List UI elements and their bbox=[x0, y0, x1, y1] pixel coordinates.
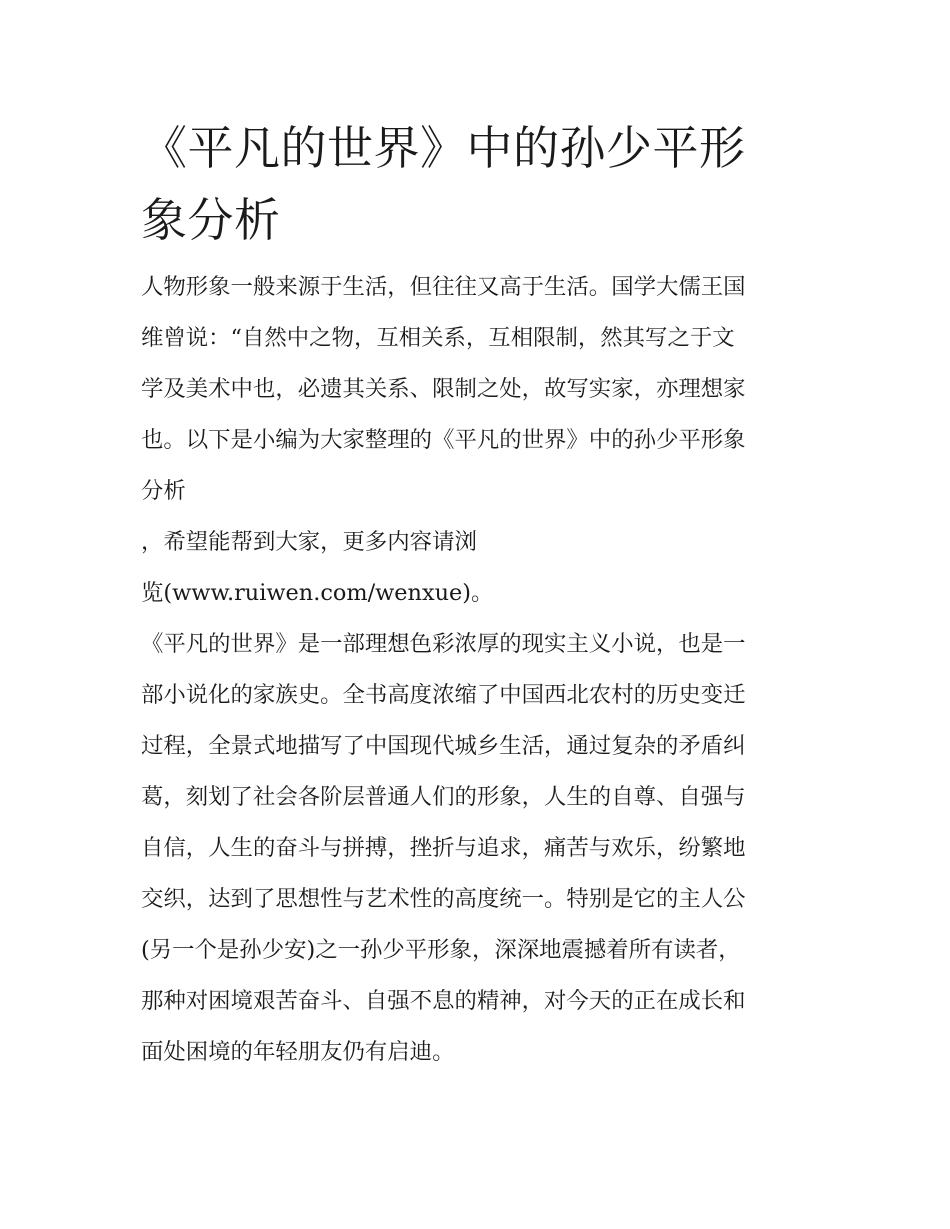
paragraph-url bbox=[141, 568, 813, 619]
text-line: 览(www.ruiwen.com/wenxue)。 bbox=[141, 580, 494, 606]
text-line: 也。以下是小编为大家整理的《平凡的世界》中的孙少平形象 bbox=[141, 427, 746, 453]
text-line: 《平凡的世界》是一部理想色彩浓厚的现实主义小说，也是一 bbox=[141, 631, 746, 657]
document-title bbox=[141, 112, 813, 256]
text-line: 过程，全景式地描写了中国现代城乡生活，通过复杂的矛盾纠 bbox=[141, 733, 746, 759]
text-line: 那种对困境艰苦奋斗、自强不息的精神，对今天的正在成长和 bbox=[141, 988, 746, 1014]
text-line: 分析 bbox=[141, 478, 186, 504]
text-line: 交织，达到了思想性与艺术性的高度统一。特别是它的主人公 bbox=[141, 886, 746, 912]
title-line: 象分析 bbox=[141, 193, 281, 247]
text-line: 维曾说：“自然中之物，互相关系，互相限制，然其写之于文 bbox=[141, 325, 735, 351]
text-line: 学及美术中也，必遗其关系、限制之处，故写实家，亦理想家 bbox=[141, 376, 746, 402]
text-line: 面处困境的年轻朋友仍有启迪。 bbox=[141, 1039, 455, 1065]
paragraph-main bbox=[141, 619, 813, 1078]
document-page bbox=[141, 112, 813, 1078]
text-line: 人物形象一般来源于生活，但往往又高于生活。国学大儒王国 bbox=[141, 274, 746, 300]
title-line: 《平凡的世界》中的孙少平形 bbox=[141, 121, 746, 175]
paragraph-hope bbox=[141, 517, 813, 568]
text-line: ，希望能帮到大家，更多内容请浏 bbox=[141, 529, 477, 555]
text-line: (另一个是孙少安)之一孙少平形象，深深地震撼着所有读者， bbox=[141, 937, 741, 963]
text-line: 自信，人生的奋斗与拼搏，挫折与追求，痛苦与欢乐，纷繁地 bbox=[141, 835, 746, 861]
text-line: 葛，刻划了社会各阶层普通人们的形象，人生的自尊、自强与 bbox=[141, 784, 746, 810]
paragraph-intro bbox=[141, 262, 813, 517]
text-line: 部小说化的家族史。全书高度浓缩了中国西北农村的历史变迁 bbox=[141, 682, 746, 708]
